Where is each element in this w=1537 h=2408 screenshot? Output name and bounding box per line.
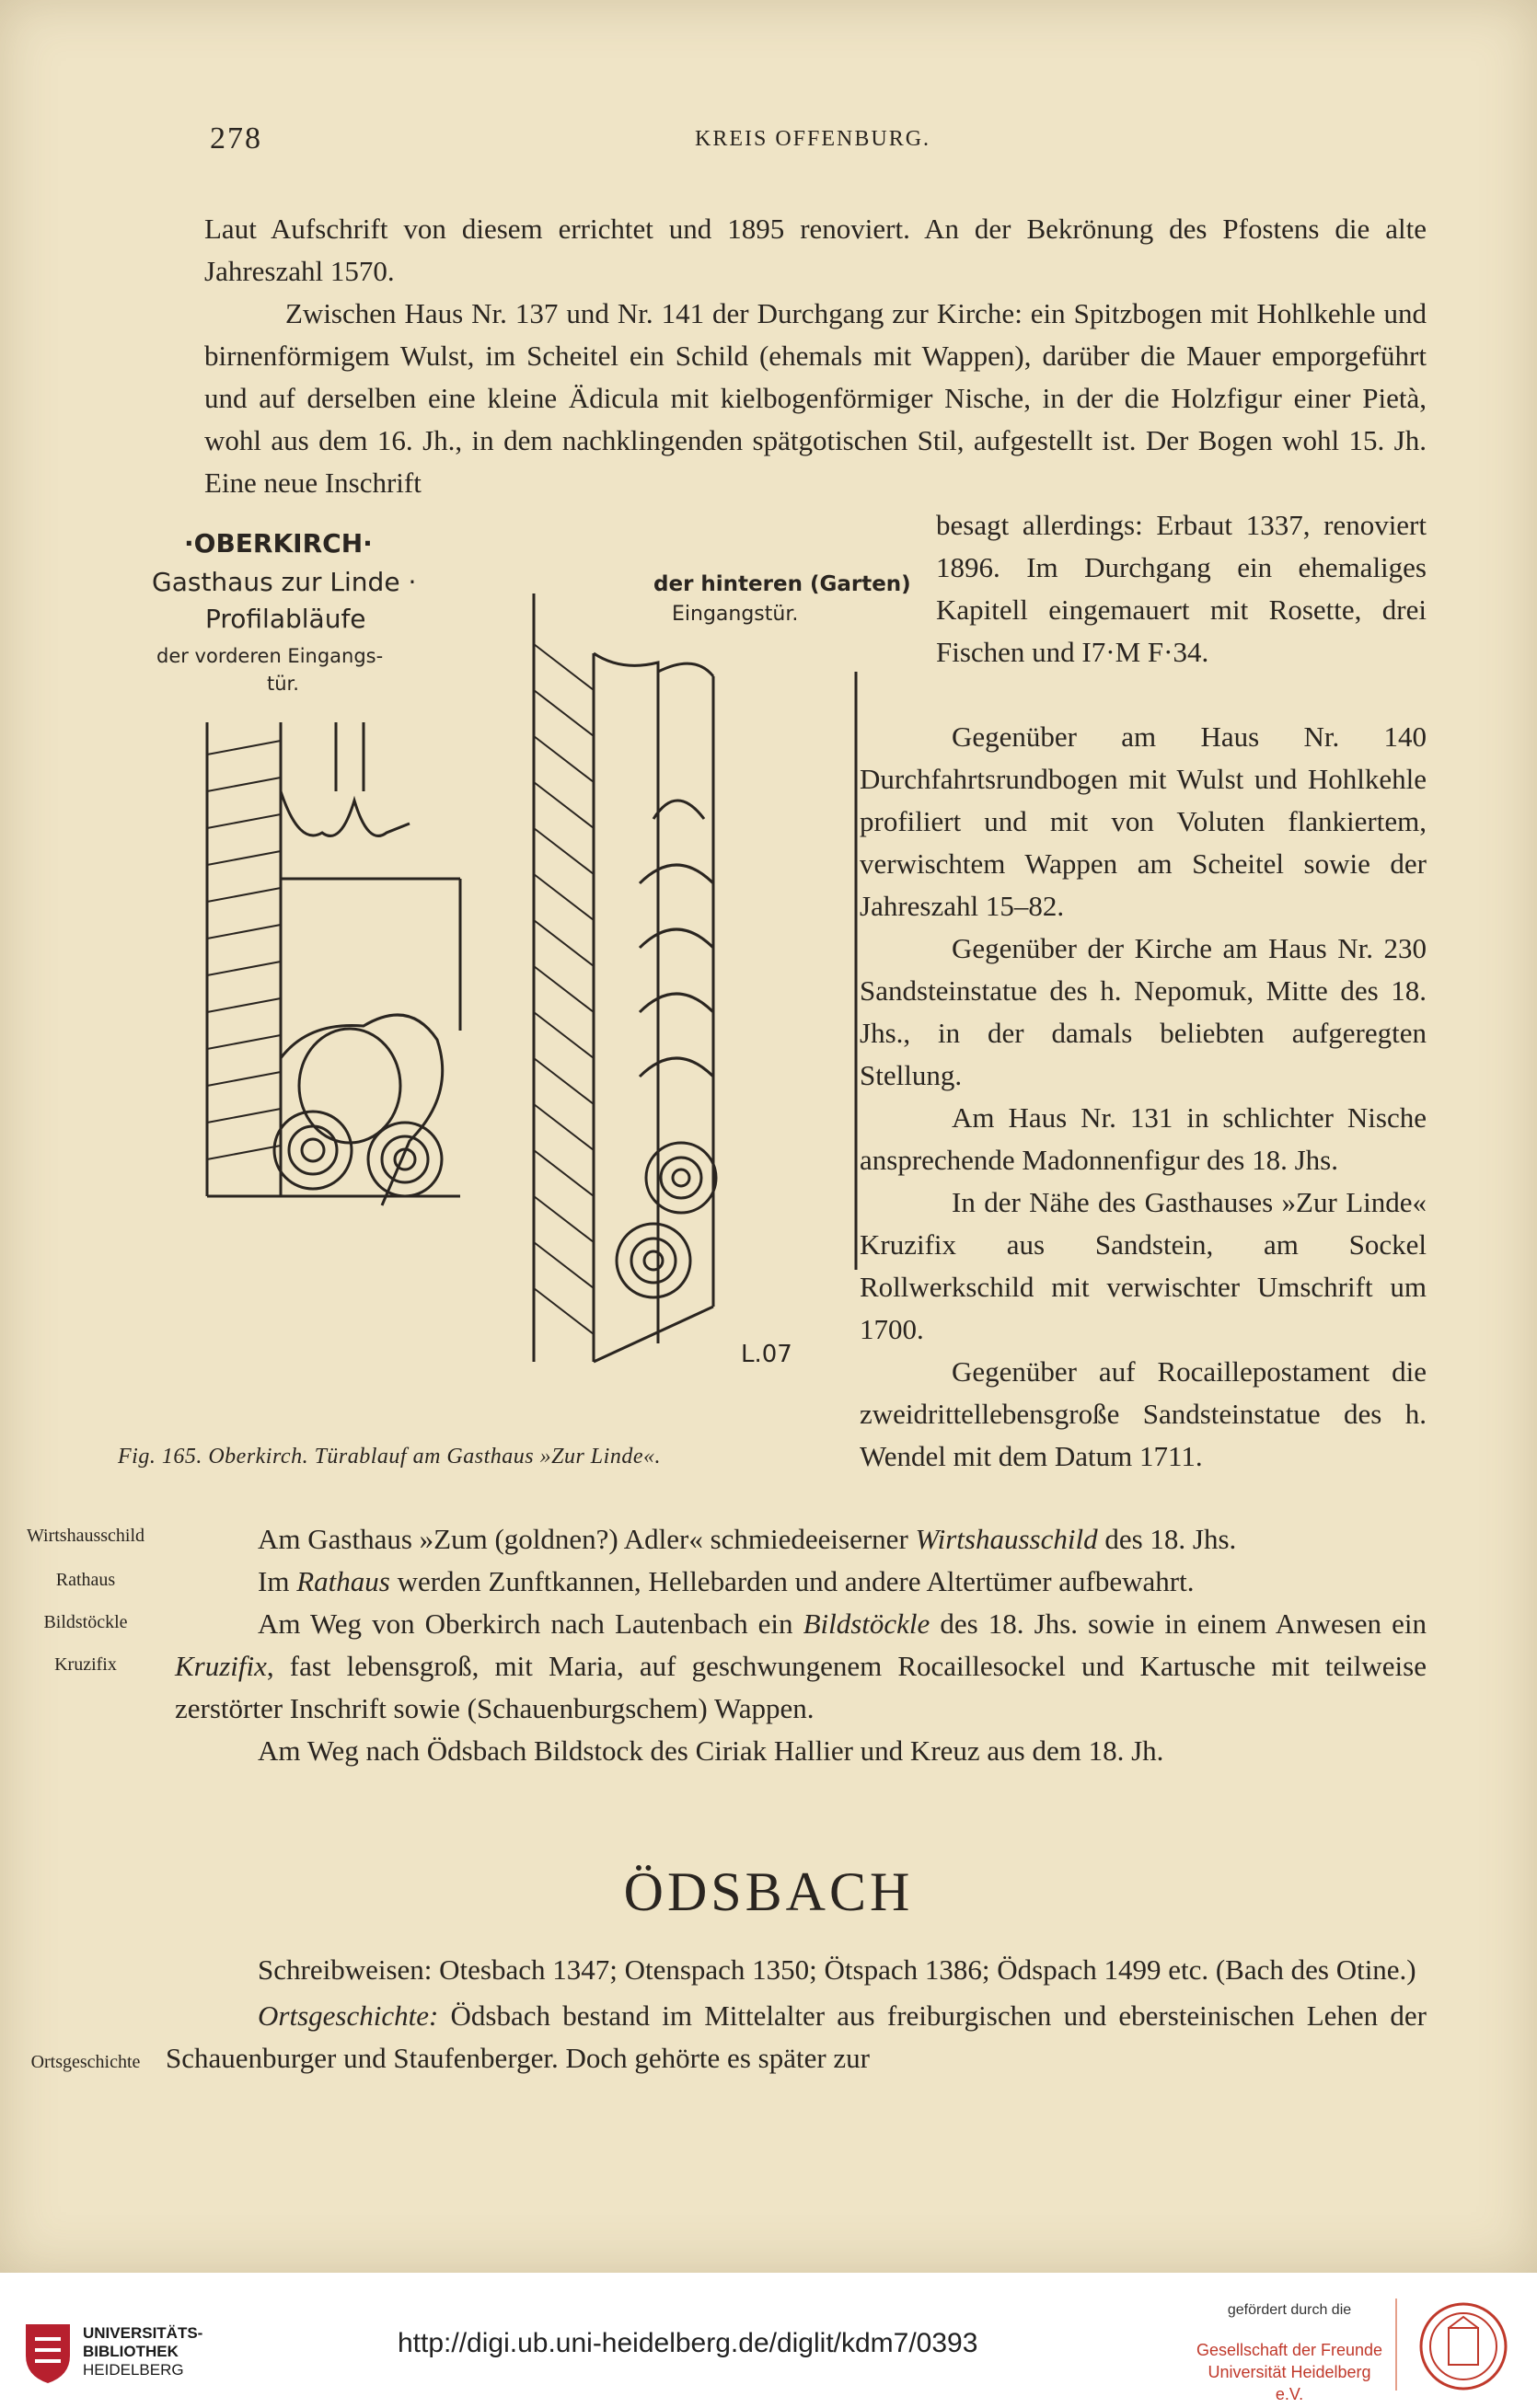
sponsor-name[interactable]: Gesellschaft der Freunde Universität Heidelberg e.V. <box>1196 2341 1383 2403</box>
footer-divider <box>1395 2299 1397 2391</box>
running-header <box>0 121 1537 158</box>
page-number: 278 <box>210 121 262 156</box>
figure-label-oberkirch: ·OBERKIRCH· <box>184 528 373 559</box>
page-url-link[interactable]: http://digi.ub.uni-heidelberg.de/diglit/kdm7/0393 <box>398 2328 978 2358</box>
margin-note-kruzifix: Kruzifix <box>54 1654 117 1675</box>
paragraph-1: Laut Aufschrift von diesem errichtet und 1895 renoviert. An der Bekrönung des Pfostens die alte Jahreszahl 1570. <box>204 213 1427 287</box>
paragraph-schreibweisen: Schreibweisen: Otesbach 1347; Otenspach 1350; Ötspach 1386; Ödspach 1499 etc. (Bach des Otine.) <box>258 1953 1416 1986</box>
figure-label-hinteren: der hinteren (Garten) <box>653 572 911 596</box>
paragraph-2-continued: besagt allerdings: Erbaut 1337, renoviert 1896. Im Durchgang ein ehemaliges Kapitell eingemauert mit Rosette, drei Fischen und I7·M F·34. <box>936 509 1427 668</box>
right-column <box>936 504 1427 674</box>
paragraph-3: Gegenüber am Haus Nr. 140 Durchfahrtsrundbogen mit Wulst und Hohlkehle profiliert und mit von Voluten flankiertem, verwischtem Wappen am Scheitel sowie der Jahreszahl 15–82. <box>860 720 1427 922</box>
paragraph-6: In der Nähe des Gasthauses »Zur Linde« Kruzifix aus Sandstein, am Sockel Rollwerkschild mit verwischter Umschrift um 1700. <box>860 1186 1427 1345</box>
figure-label-tuer: tür. <box>267 673 299 695</box>
margin-note-wirtshausschild: Wirtshausschild <box>26 1526 145 1546</box>
figure-caption: Fig. 165. Oberkirch. Türablauf am Gasthaus »Zur Linde«. <box>118 1445 661 1469</box>
paragraph-rathaus: Im Rathaus werden Zunftkannen, Hellebarden und andere Altertümer aufbewahrt. <box>258 1565 1195 1597</box>
paragraph-bildstoeckle: Am Weg von Oberkirch nach Lautenbach ein Bildstöckle des 18. Jhs. sowie in einem Anwesen ein Kruzifix, fast lebensgroß, mit Maria, auf geschwungenem Rocaillesockel und Kartusche mit teilweise zerstörter Inschrift sowie (Schauenburgschem) Wappen. <box>175 1607 1427 1724</box>
margin-note-ortsgeschichte: Ortsgeschichte <box>30 2052 141 2072</box>
figure-label-gasthaus: Gasthaus zur Linde · <box>152 567 417 597</box>
paragraph-4: Gegenüber der Kirche am Haus Nr. 230 Sandsteinstatue des h. Nepomuk, Mitte des 18. Jhs., in der damals beliebten aufgeregten Stellung. <box>860 932 1427 1091</box>
figure-label-eingangstuer: Eingangstür. <box>672 603 799 626</box>
section-body <box>166 1949 1427 2080</box>
library-name: UNIVERSITÄTS- BIBLIOTHEK HEIDELBERG <box>83 2324 203 2379</box>
paragraph-wirtshausschild: Am Gasthaus »Zum (goldnen?) Adler« schmiedeeiserner Wirtshausschild des 18. Jhs. <box>258 1523 1237 1555</box>
figure-label-profil: Profilabläufe <box>205 604 366 634</box>
right-column-lower <box>860 716 1427 1478</box>
margin-note-bildstoeckle: Bildstöckle <box>43 1612 128 1632</box>
profile-drawing <box>143 515 911 1435</box>
figure-label-vorderen: der vorderen Eingangs- <box>156 645 384 667</box>
paragraph-ortsgeschichte: Ortsgeschichte: Ödsbach bestand im Mittelalter aus freiburgischen und ebersteinischen Lehen der Schauenburger und Staufenberger. Doch gehörte es später zur <box>166 1999 1427 2074</box>
figure-signature: L.07 <box>741 1341 792 1368</box>
section-title: ÖDSBACH <box>623 1861 914 1922</box>
library-logo[interactable] <box>15 2306 203 2389</box>
figure-165 <box>143 515 911 1435</box>
running-title: KREIS OFFENBURG. <box>695 127 931 151</box>
paragraph-2: Zwischen Haus Nr. 137 und Nr. 141 der Durchgang zur Kirche: ein Spitzbogen mit Hohlkehle und birnenförmigem Wulst, im Scheitel ein Schild (ehemals mit Wappen), darüber die Mauer emporgeführt und auf derselben eine kleine Ädicula mit kielbogenförmiger Nische, in der die Holzfigur einer Pietà, wohl aus dem 16. Jh., in dem nachklingenden spätgotischen Stil, aufgestellt ist. Der Bogen wohl 15. Jh. Eine neue Inschrift <box>204 297 1427 499</box>
lower-paragraphs <box>175 1518 1427 1772</box>
margin-note-rathaus: Rathaus <box>55 1570 116 1590</box>
paragraph-7: Gegenüber auf Rocaillepostament die zweidrittellebensgroße Sandsteinstatue des h. Wendel mit dem Datum 1711. <box>860 1355 1427 1472</box>
footer-bar <box>0 2273 1537 2408</box>
university-seal-icon <box>1417 2300 1509 2392</box>
paragraph-oedsbach-weg: Am Weg nach Ödsbach Bildstock des Ciriak Hallier und Kreuz aus dem 18. Jh. <box>258 1734 1164 1767</box>
paragraph-5: Am Haus Nr. 131 in schlichter Nische ansprechende Madonnenfigur des 18. Jhs. <box>860 1101 1427 1176</box>
library-shield-icon <box>22 2321 74 2385</box>
sponsor-intro: gefördert durch die <box>1227 2302 1352 2318</box>
